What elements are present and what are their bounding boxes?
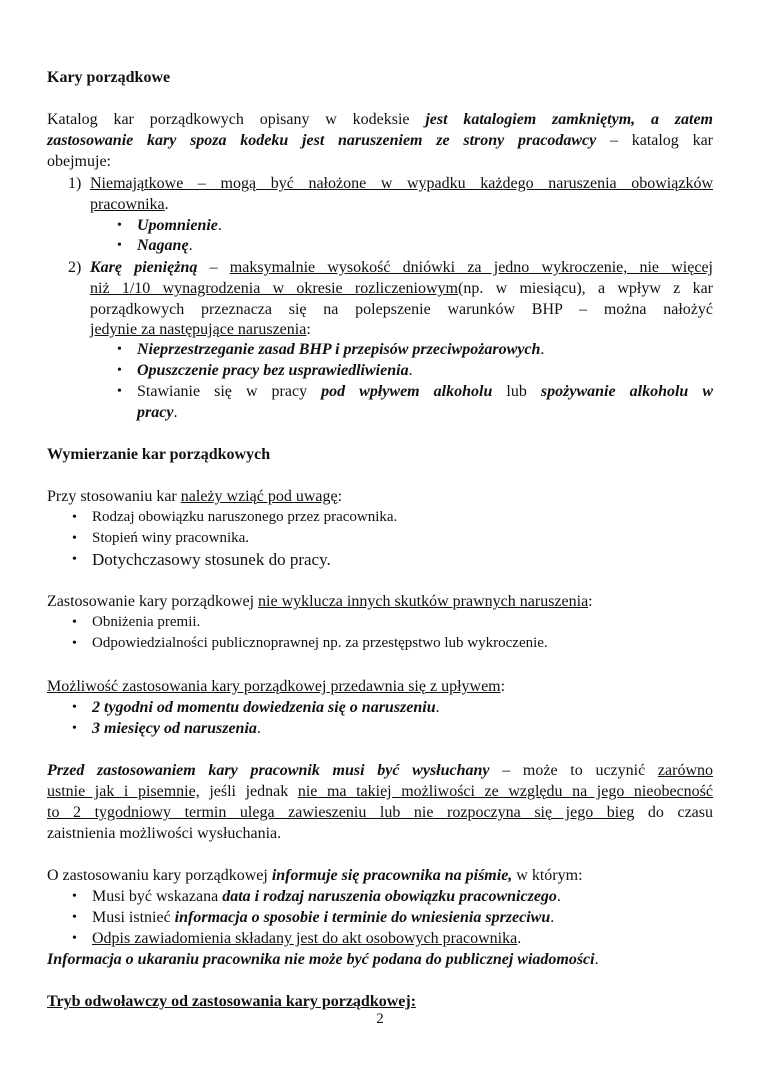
bullet-icon: • <box>117 218 122 233</box>
bullet-icon: • <box>72 510 77 525</box>
list-item-text: niż 1/10 wynagrodzenia w okresie rozliczeniowym(np. w miesiącu), a wpływ z kar <box>90 280 713 297</box>
list-item: Obniżenia premii. <box>92 614 201 630</box>
list-item: Upomnienie. <box>137 217 222 234</box>
bullet-icon: • <box>72 931 77 946</box>
list-item-text: porządkowych przeznacza się na polepszenie warunków BHP – można nałożyć <box>90 301 713 318</box>
list-item: Naganę. <box>137 237 193 254</box>
bullet-icon: • <box>117 384 122 399</box>
bullet-icon: • <box>72 552 77 567</box>
list-item: Nieprzestrzeganie zasad BHP i przepisów przeciwpożarowych. <box>137 341 545 358</box>
paragraph-line: to 2 tygodniowy termin ulega zawieszeniu lub nie rozpoczyna się jego bieg do czasu <box>47 804 714 821</box>
paragraph-line: Możliwość zastosowania kary porządkowej przedawnia się z upływem: <box>47 678 506 695</box>
paragraph-line: Katalog kar porządkowych opisany w kodeksie jest katalogiem zamkniętym, a zatem <box>47 111 713 128</box>
paragraph-line: zaistnienia możliwości wysłuchania. <box>47 825 282 842</box>
list-item: Rodzaj obowiązku naruszonego przez pracownika. <box>92 509 398 525</box>
bullet-icon: • <box>72 910 77 925</box>
list-number: 1) <box>68 175 82 192</box>
list-item: Stawianie się w pracy pod wpływem alkoholu lub spożywanie alkoholu w <box>137 383 714 400</box>
paragraph-line: Zastosowanie kary porządkowej nie wyklucza innych skutków prawnych naruszenia: <box>47 593 593 610</box>
list-item: Odpis zawiadomienia składany jest do akt osobowych pracownika. <box>92 930 522 947</box>
paragraph-line: obejmuje: <box>47 153 111 170</box>
bullet-icon: • <box>72 615 77 630</box>
paragraph-line: ustnie jak i pisemnie, jeśli jednak nie ma takiej możliwości ze względu na jego nieobecność <box>47 783 714 800</box>
page-number: 2 <box>376 1011 384 1027</box>
list-item: Dotychczasowy stosunek do pracy. <box>92 550 331 569</box>
list-item: Odpowiedzialności publicznoprawnej np. za przestępstwo lub wykroczenie. <box>92 635 548 651</box>
paragraph-line: zastosowanie kary spoza kodeku jest naruszeniem ze strony pracodawcy – katalog kar <box>47 132 713 149</box>
heading-tryb-odwolawczy: Tryb odwoławczy od zastosowania kary porządkowej: <box>47 993 417 1010</box>
paragraph-line: Przy stosowaniu kar należy wziąć pod uwagę: <box>47 488 343 505</box>
paragraph-line: Przed zastosowaniem kary pracownik musi być wysłuchany – może to uczynić zarówno <box>47 762 714 779</box>
list-item-text: jedynie za następujące naruszenia: <box>90 321 311 338</box>
bullet-icon: • <box>117 238 122 253</box>
list-item: Musi być wskazana data i rodzaj naruszenia obowiązku pracowniczego. <box>92 888 561 905</box>
bullet-icon: • <box>72 636 77 651</box>
bullet-icon: • <box>72 531 77 546</box>
list-item: Opuszczenie pracy bez usprawiedliwienia. <box>137 362 413 379</box>
bullet-icon: • <box>117 363 122 378</box>
bullet-icon: • <box>72 700 77 715</box>
bullet-icon: • <box>72 889 77 904</box>
list-item: pracy. <box>137 404 178 421</box>
paragraph-line: Informacja o ukaraniu pracownika nie może być podana do publicznej wiadomości. <box>47 951 599 968</box>
list-item-text: Niemajątkowe – mogą być nałożone w wypadku każdego naruszenia obowiązków <box>90 175 713 192</box>
list-item: 3 miesięcy od naruszenia. <box>92 720 261 737</box>
list-item-text: pracownika. <box>90 196 169 213</box>
heading-wymierzanie: Wymierzanie kar porządkowych <box>47 446 271 463</box>
list-number: 2) <box>68 259 82 276</box>
list-item: Stopień winy pracownika. <box>92 530 250 546</box>
bullet-icon: • <box>72 721 77 736</box>
list-item-text: Karę pieniężną – maksymalnie wysokość dniówki za jedno wykroczenie, nie więcej <box>90 259 713 276</box>
list-item: 2 tygodni od momentu dowiedzenia się o naruszeniu. <box>92 699 440 716</box>
paragraph-line: O zastosowaniu kary porządkowej informuje się pracownika na piśmie, w którym: <box>47 867 583 884</box>
heading-kary-porzadkowe: Kary porządkowe <box>47 69 171 86</box>
list-item: Musi istnieć informacja o sposobie i terminie do wniesienia sprzeciwu. <box>92 909 555 926</box>
bullet-icon: • <box>117 342 122 357</box>
